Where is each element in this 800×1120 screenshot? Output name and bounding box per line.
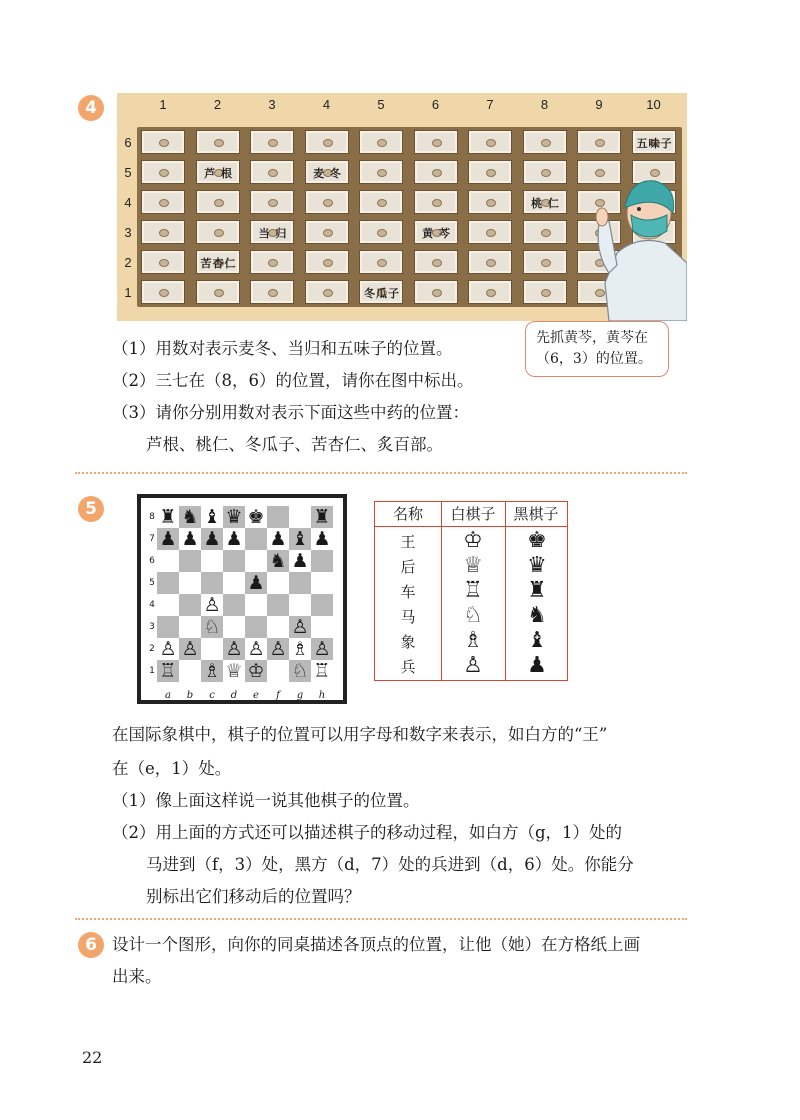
drawer bbox=[250, 280, 294, 304]
column-number: 6 bbox=[431, 97, 440, 112]
chess-piece: ♙ bbox=[203, 594, 221, 616]
drawer bbox=[141, 250, 185, 274]
drawer-knob bbox=[377, 199, 387, 207]
chess-board bbox=[137, 494, 347, 704]
row-number: 3 bbox=[124, 225, 132, 240]
board-square bbox=[289, 594, 311, 616]
drawer-knob bbox=[159, 169, 169, 177]
legend-header: 黑棋子 bbox=[513, 505, 559, 523]
drawer bbox=[141, 280, 185, 304]
column-number: 4 bbox=[322, 97, 331, 112]
drawer bbox=[141, 220, 185, 244]
drawer bbox=[468, 190, 512, 214]
drawer bbox=[305, 130, 349, 154]
chess-piece: ♙ bbox=[269, 638, 287, 660]
drawer-knob bbox=[268, 169, 278, 177]
chess-piece: ♔ bbox=[247, 660, 265, 682]
drawer bbox=[414, 130, 458, 154]
board-square bbox=[245, 594, 267, 616]
drawer-knob bbox=[323, 199, 333, 207]
drawer-label: 桃 仁 bbox=[531, 197, 560, 210]
rank-label: 7 bbox=[149, 534, 155, 544]
rank-label: 5 bbox=[149, 578, 155, 588]
rank-label: 8 bbox=[149, 512, 155, 522]
board-square bbox=[179, 616, 201, 638]
board-square bbox=[179, 594, 201, 616]
section-divider bbox=[75, 472, 687, 474]
chess-piece: ♘ bbox=[203, 616, 221, 638]
chess-piece: ♙ bbox=[181, 638, 199, 660]
drawer-knob bbox=[323, 289, 333, 297]
row-number: 2 bbox=[124, 255, 132, 270]
ex5-intro-line-1: 在国际象棋中，棋子的位置可以用字母和数字来表示，如白方的“王” bbox=[112, 725, 608, 744]
drawer bbox=[523, 160, 567, 184]
black-piece-icon: ♝ bbox=[527, 628, 547, 653]
file-label: f bbox=[276, 690, 280, 701]
drawer bbox=[196, 280, 240, 304]
drawer bbox=[359, 250, 403, 274]
drawer-knob bbox=[432, 289, 442, 297]
drawer-knob bbox=[159, 139, 169, 147]
chess-piece: ♜ bbox=[159, 506, 177, 528]
drawer bbox=[468, 220, 512, 244]
drawer-knob bbox=[159, 259, 169, 267]
drawer-label: 当 归 bbox=[258, 227, 288, 240]
black-piece-icon: ♛ bbox=[527, 553, 547, 578]
board-square bbox=[179, 550, 201, 572]
drawer-knob bbox=[377, 169, 387, 177]
ex4-question-3-items: 芦根、桃仁、冬瓜子、苦杏仁、炙百部。 bbox=[146, 435, 443, 454]
drawer bbox=[468, 160, 512, 184]
drawer-knob bbox=[323, 229, 333, 237]
drawer bbox=[305, 190, 349, 214]
chess-piece: ♖ bbox=[313, 660, 331, 682]
drawer bbox=[523, 280, 567, 304]
white-piece-icon: ♙ bbox=[463, 653, 483, 678]
chess-piece-legend-table bbox=[374, 501, 568, 681]
drawer-label: 五味子 bbox=[636, 137, 673, 150]
drawer-label: 冬瓜子 bbox=[364, 287, 400, 300]
board-square bbox=[179, 572, 201, 594]
drawer-label: 黄 芩 bbox=[422, 227, 451, 240]
file-label: d bbox=[230, 690, 238, 701]
row-number: 5 bbox=[124, 165, 132, 180]
drawer-knob bbox=[214, 229, 224, 237]
board-square bbox=[223, 550, 245, 572]
board-square bbox=[267, 572, 289, 594]
chess-piece: ♝ bbox=[203, 506, 221, 528]
page-number: 22 bbox=[82, 1048, 103, 1067]
doctor-illustration bbox=[587, 173, 687, 321]
medicine-cabinet-illustration bbox=[117, 93, 687, 321]
drawer bbox=[305, 280, 349, 304]
file-label: b bbox=[186, 690, 194, 701]
drawer-knob bbox=[214, 289, 224, 297]
legend-piece-name: 马 bbox=[400, 608, 416, 626]
white-piece-icon: ♘ bbox=[463, 603, 483, 628]
drawer bbox=[577, 130, 621, 154]
bubble-line-1: 先抓黄芩，黄芩在 bbox=[536, 330, 648, 346]
drawer-knob bbox=[159, 199, 169, 207]
ex4-question-3: （3）请你分别用数对表示下面这些中药的位置： bbox=[112, 403, 469, 422]
speech-bubble bbox=[525, 321, 669, 377]
drawer-knob bbox=[486, 199, 496, 207]
ex4-question-1: （1）用数对表示麦冬、当归和五味子的位置。 bbox=[112, 339, 453, 358]
board-square bbox=[201, 572, 223, 594]
file-label: h bbox=[318, 690, 326, 701]
chess-piece: ♙ bbox=[225, 638, 243, 660]
drawer-knob bbox=[432, 259, 442, 267]
board-square bbox=[157, 572, 179, 594]
drawer bbox=[468, 130, 512, 154]
row-number: 6 bbox=[124, 135, 132, 150]
legend-piece-name: 兵 bbox=[400, 658, 416, 676]
chess-piece: ♟ bbox=[291, 550, 309, 572]
legend-piece-name: 车 bbox=[400, 583, 416, 601]
drawer-knob bbox=[268, 199, 278, 207]
column-number: 7 bbox=[486, 97, 494, 112]
drawer-knob bbox=[268, 289, 278, 297]
section-divider bbox=[75, 918, 687, 920]
drawer bbox=[250, 190, 294, 214]
drawer bbox=[414, 220, 458, 244]
drawer bbox=[305, 220, 349, 244]
row-number: 1 bbox=[124, 285, 132, 300]
legend-header: 名称 bbox=[392, 505, 423, 523]
rank-label: 2 bbox=[149, 644, 155, 654]
chess-piece: ♞ bbox=[181, 506, 199, 528]
white-piece-icon: ♔ bbox=[463, 528, 483, 553]
ex4-question-2: （2）三七在（8，6）的位置，请你在图中标出。 bbox=[112, 371, 474, 390]
drawer-knob bbox=[486, 139, 496, 147]
drawer bbox=[523, 190, 567, 214]
drawer bbox=[305, 250, 349, 274]
drawer-knob bbox=[486, 259, 496, 267]
black-piece-icon: ♜ bbox=[527, 578, 547, 603]
drawer-knob bbox=[432, 139, 442, 147]
drawer-knob bbox=[323, 259, 333, 267]
drawer-knob bbox=[541, 289, 551, 297]
black-piece-icon: ♞ bbox=[527, 603, 547, 628]
drawer-knob bbox=[159, 229, 169, 237]
file-label: c bbox=[209, 690, 215, 701]
drawer-knob bbox=[432, 169, 442, 177]
drawer-knob bbox=[595, 139, 605, 147]
column-number: 10 bbox=[646, 97, 661, 112]
chess-piece: ♙ bbox=[159, 638, 177, 660]
rank-label: 6 bbox=[149, 556, 155, 566]
drawer-knob bbox=[377, 229, 387, 237]
board-square bbox=[267, 660, 289, 682]
black-piece-icon: ♚ bbox=[527, 528, 547, 553]
chess-piece: ♞ bbox=[269, 550, 287, 572]
legend-header: 白棋子 bbox=[450, 505, 496, 523]
chess-piece: ♟ bbox=[247, 572, 265, 594]
drawer-knob bbox=[214, 199, 224, 207]
chess-piece: ♝ bbox=[291, 528, 309, 550]
row-number: 4 bbox=[124, 195, 132, 210]
board-square bbox=[201, 638, 223, 660]
drawer-label: 苦杏仁 bbox=[200, 257, 237, 270]
column-number: 2 bbox=[213, 97, 222, 112]
legend-piece-name: 象 bbox=[400, 633, 416, 651]
chess-piece: ♟ bbox=[159, 528, 177, 550]
drawer bbox=[250, 160, 294, 184]
legend-header-rule bbox=[375, 526, 567, 527]
drawer bbox=[468, 250, 512, 274]
black-piece-icon: ♟ bbox=[527, 653, 547, 678]
drawer bbox=[414, 250, 458, 274]
chess-piece: ♙ bbox=[313, 638, 331, 660]
white-piece-icon: ♖ bbox=[463, 578, 483, 603]
drawer bbox=[359, 220, 403, 244]
chess-piece: ♗ bbox=[203, 660, 221, 682]
column-number: 8 bbox=[540, 97, 549, 112]
drawer bbox=[414, 190, 458, 214]
board-square bbox=[289, 506, 311, 528]
drawer bbox=[196, 220, 240, 244]
drawer bbox=[250, 250, 294, 274]
drawer-knob bbox=[541, 169, 551, 177]
column-number: 5 bbox=[377, 97, 385, 112]
board-square bbox=[201, 550, 223, 572]
drawer bbox=[141, 130, 185, 154]
drawer bbox=[250, 130, 294, 154]
drawer bbox=[305, 160, 349, 184]
board-square bbox=[179, 660, 201, 682]
chess-piece: ♕ bbox=[225, 660, 243, 682]
drawer bbox=[196, 250, 240, 274]
ex5-question-2-line-2: 马进到（f，3）处，黑方（d，7）处的兵进到（d，6）处。你能分 bbox=[146, 855, 634, 874]
drawer bbox=[414, 280, 458, 304]
chess-piece: ♗ bbox=[291, 638, 309, 660]
drawer-label: 芦 根 bbox=[204, 167, 233, 180]
drawer bbox=[250, 220, 294, 244]
board-square bbox=[245, 550, 267, 572]
drawer bbox=[359, 190, 403, 214]
file-label: e bbox=[253, 690, 259, 701]
board-square bbox=[157, 616, 179, 638]
exercise-number-5: 5 bbox=[78, 496, 104, 522]
exercise-number-4: 4 bbox=[78, 95, 104, 121]
chess-piece: ♟ bbox=[203, 528, 221, 550]
drawer bbox=[414, 160, 458, 184]
drawer bbox=[468, 280, 512, 304]
board-square bbox=[223, 616, 245, 638]
board-square bbox=[311, 616, 333, 638]
column-number: 9 bbox=[595, 97, 603, 112]
drawer bbox=[523, 250, 567, 274]
rank-label: 3 bbox=[149, 622, 155, 632]
chess-piece: ♘ bbox=[291, 660, 309, 682]
drawer bbox=[196, 160, 240, 184]
board-square bbox=[157, 594, 179, 616]
drawer bbox=[196, 190, 240, 214]
drawer-knob bbox=[377, 259, 387, 267]
file-label: g bbox=[296, 690, 304, 701]
chess-piece: ♟ bbox=[269, 528, 287, 550]
board-square bbox=[267, 616, 289, 638]
drawer bbox=[632, 130, 676, 154]
ex5-intro-line-2: 在（e，1）处。 bbox=[112, 759, 232, 778]
drawer-knob bbox=[486, 169, 496, 177]
rank-label: 4 bbox=[149, 600, 155, 610]
drawer bbox=[523, 220, 567, 244]
drawer-knob bbox=[486, 289, 496, 297]
white-piece-icon: ♗ bbox=[463, 628, 483, 653]
bubble-line-2: （6，3）的位置。 bbox=[536, 351, 652, 367]
drawer-knob bbox=[486, 229, 496, 237]
board-square bbox=[311, 550, 333, 572]
drawer-knob bbox=[541, 229, 551, 237]
ex5-question-2-line-3: 别标出它们移动后的位置吗？ bbox=[146, 887, 361, 906]
board-square bbox=[311, 594, 333, 616]
legend-piece-name: 王 bbox=[400, 533, 416, 551]
board-square bbox=[289, 572, 311, 594]
drawer bbox=[141, 160, 185, 184]
board-square bbox=[311, 572, 333, 594]
board-square bbox=[267, 594, 289, 616]
drawer-knob bbox=[159, 289, 169, 297]
ex5-question-1: （1）像上面这样说一说其他棋子的位置。 bbox=[112, 791, 420, 810]
column-number: 3 bbox=[268, 97, 276, 112]
board-square bbox=[157, 550, 179, 572]
chess-piece: ♙ bbox=[291, 616, 309, 638]
chess-piece: ♙ bbox=[247, 638, 265, 660]
drawer-label: 麦 冬 bbox=[313, 167, 342, 180]
drawer-knob bbox=[268, 139, 278, 147]
drawer bbox=[523, 130, 567, 154]
drawer-knob bbox=[541, 259, 551, 267]
rank-label: 1 bbox=[149, 666, 155, 676]
drawer bbox=[359, 280, 403, 304]
ex6-line-1: 设计一个图形，向你的同桌描述各顶点的位置，让他（她）在方格纸上画 bbox=[112, 935, 640, 954]
drawer bbox=[359, 130, 403, 154]
chess-piece: ♖ bbox=[159, 660, 177, 682]
drawer-knob bbox=[541, 139, 551, 147]
drawer-knob bbox=[323, 139, 333, 147]
drawer bbox=[141, 190, 185, 214]
drawer-knob bbox=[268, 259, 278, 267]
chess-piece: ♜ bbox=[313, 506, 331, 528]
ex6-line-2: 出来。 bbox=[112, 967, 162, 986]
exercise-number-6: 6 bbox=[78, 932, 104, 958]
drawer-knob bbox=[377, 139, 387, 147]
drawer bbox=[196, 130, 240, 154]
white-piece-icon: ♕ bbox=[463, 553, 483, 578]
board-square bbox=[223, 594, 245, 616]
chess-piece: ♟ bbox=[313, 528, 331, 550]
column-number: 1 bbox=[159, 97, 167, 112]
board-square bbox=[223, 572, 245, 594]
chess-piece: ♟ bbox=[225, 528, 243, 550]
chess-piece: ♛ bbox=[225, 506, 243, 528]
chess-piece: ♟ bbox=[181, 528, 199, 550]
chess-piece: ♚ bbox=[247, 506, 265, 528]
drawer bbox=[359, 160, 403, 184]
file-label: a bbox=[165, 690, 171, 701]
drawer-knob bbox=[432, 199, 442, 207]
legend-piece-name: 后 bbox=[400, 558, 416, 576]
board-square bbox=[245, 616, 267, 638]
board-square bbox=[267, 506, 289, 528]
drawer-knob bbox=[214, 139, 224, 147]
ex5-question-2-line-1: （2）用上面的方式还可以描述棋子的移动过程，如白方（g，1）处的 bbox=[112, 823, 623, 842]
board-square bbox=[245, 528, 267, 550]
